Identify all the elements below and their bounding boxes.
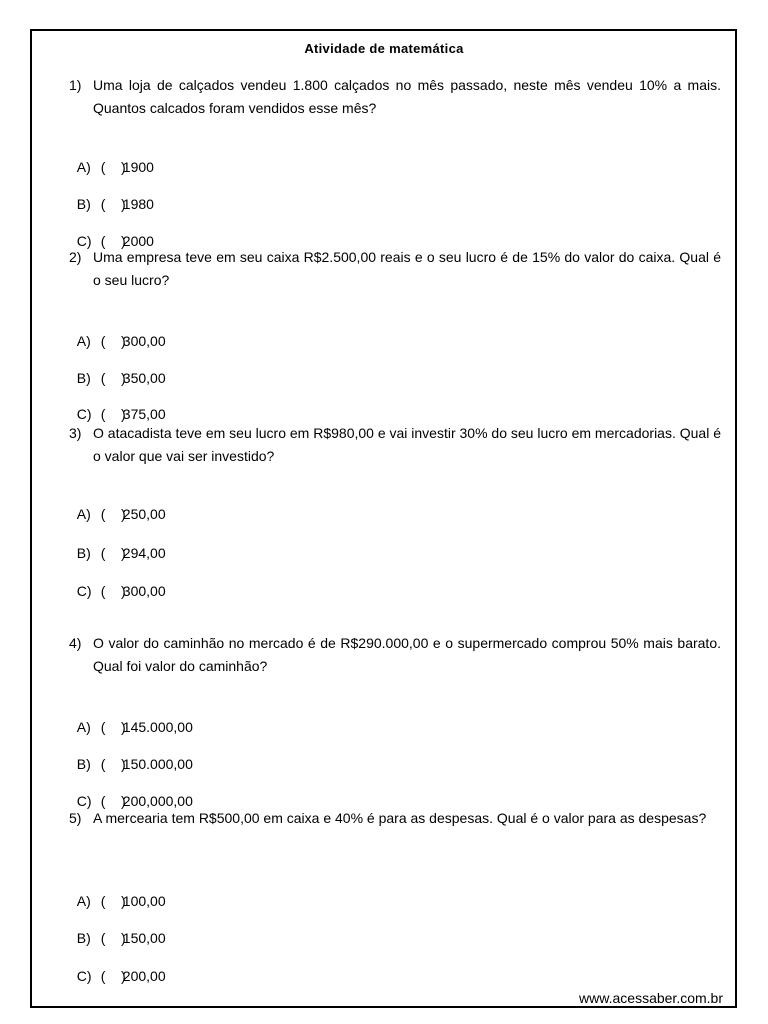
option-letter: B) <box>76 930 91 946</box>
option-value: 375,00 <box>122 406 166 422</box>
footer-website: www.acessaber.com.br <box>579 990 723 1006</box>
option-4c[interactable] <box>69 771 193 811</box>
answer-checkbox[interactable]: ( ) <box>100 930 126 946</box>
option-3b[interactable] <box>69 523 166 563</box>
option-letter: A) <box>76 719 91 735</box>
option-2b[interactable] <box>69 348 166 388</box>
option-3a[interactable] <box>69 484 166 524</box>
option-value: 294,00 <box>122 545 166 561</box>
option-letter: A) <box>76 333 91 349</box>
option-value: 300,00 <box>122 583 166 599</box>
question-number: 1) <box>69 77 82 93</box>
option-value: 2000 <box>122 233 154 249</box>
answer-checkbox[interactable]: ( ) <box>100 333 126 349</box>
answer-checkbox[interactable]: ( ) <box>100 406 126 422</box>
option-letter: B) <box>76 756 91 772</box>
option-4a[interactable] <box>69 697 193 737</box>
option-letter: C) <box>76 233 92 249</box>
option-1b[interactable] <box>69 174 154 214</box>
option-value: 145.000,00 <box>122 719 193 735</box>
option-2c[interactable] <box>69 384 166 424</box>
option-1a[interactable] <box>69 137 154 177</box>
option-letter: C) <box>76 406 92 422</box>
option-value: 150,00 <box>122 930 166 946</box>
question-number: 3) <box>69 425 82 441</box>
answer-checkbox[interactable]: ( ) <box>100 968 126 984</box>
answer-checkbox[interactable]: ( ) <box>100 545 126 561</box>
page-title: Atividade de matemática <box>304 41 464 56</box>
question-4 <box>69 632 721 678</box>
option-letter: C) <box>76 968 92 984</box>
answer-checkbox[interactable]: ( ) <box>100 583 126 599</box>
option-value: 200,000,00 <box>122 793 193 809</box>
question-5 <box>69 807 721 830</box>
option-2a[interactable] <box>69 311 166 351</box>
option-1c[interactable] <box>69 211 154 251</box>
option-5a[interactable] <box>69 871 166 911</box>
option-value: 1900 <box>122 159 154 175</box>
answer-checkbox[interactable]: ( ) <box>100 719 126 735</box>
option-letter: A) <box>76 893 91 909</box>
option-5c[interactable] <box>69 946 166 986</box>
option-letter: A) <box>76 159 91 175</box>
question-text: O atacadista teve em seu lucro em R$980,00 e vai investir 30% do seu lucro em mercadorias. Qual é o valor que vai ser investido? <box>93 425 721 464</box>
option-value: 100,00 <box>122 893 166 909</box>
option-letter: B) <box>76 545 91 561</box>
answer-checkbox[interactable]: ( ) <box>100 159 126 175</box>
option-5b[interactable] <box>69 908 166 948</box>
option-letter: C) <box>76 793 92 809</box>
option-value: 250,00 <box>122 506 166 522</box>
question-number: 2) <box>69 249 82 265</box>
question-3 <box>69 422 721 468</box>
question-text: O valor do caminhão no mercado é de R$290.000,00 e o supermercado comprou 50% mais barato. Qual foi valor do caminhão? <box>93 635 721 674</box>
question-text: A mercearia tem R$500,00 em caixa e 40% é para as despesas. Qual é o valor para as despesas? <box>93 810 707 826</box>
question-2 <box>69 246 721 292</box>
option-value: 350,00 <box>122 370 166 386</box>
answer-checkbox[interactable]: ( ) <box>100 893 126 909</box>
question-1 <box>69 74 721 120</box>
question-text: Uma loja de calçados vendeu 1.800 calçados no mês passado, neste mês vendeu 10% a mais. Quantos calcados foram vendidos esse mês? <box>93 77 721 116</box>
option-letter: A) <box>76 506 91 522</box>
option-value: 1980 <box>122 196 154 212</box>
question-number: 4) <box>69 635 82 651</box>
question-number: 5) <box>69 810 82 826</box>
option-letter: B) <box>76 196 91 212</box>
answer-checkbox[interactable]: ( ) <box>100 506 126 522</box>
answer-checkbox[interactable]: ( ) <box>100 233 126 249</box>
answer-checkbox[interactable]: ( ) <box>100 793 126 809</box>
option-value: 150.000,00 <box>122 756 193 772</box>
option-letter: C) <box>76 583 92 599</box>
option-3c[interactable] <box>69 561 166 601</box>
answer-checkbox[interactable]: ( ) <box>100 756 126 772</box>
option-value: 200,00 <box>122 968 166 984</box>
question-text: Uma empresa teve em seu caixa R$2.500,00 reais e o seu lucro é de 15% do valor do caixa. Qual é o seu lucro? <box>93 249 721 288</box>
option-letter: B) <box>76 370 91 386</box>
answer-checkbox[interactable]: ( ) <box>100 196 126 212</box>
option-value: 300,00 <box>122 333 166 349</box>
answer-checkbox[interactable]: ( ) <box>100 370 126 386</box>
option-4b[interactable] <box>69 734 193 774</box>
